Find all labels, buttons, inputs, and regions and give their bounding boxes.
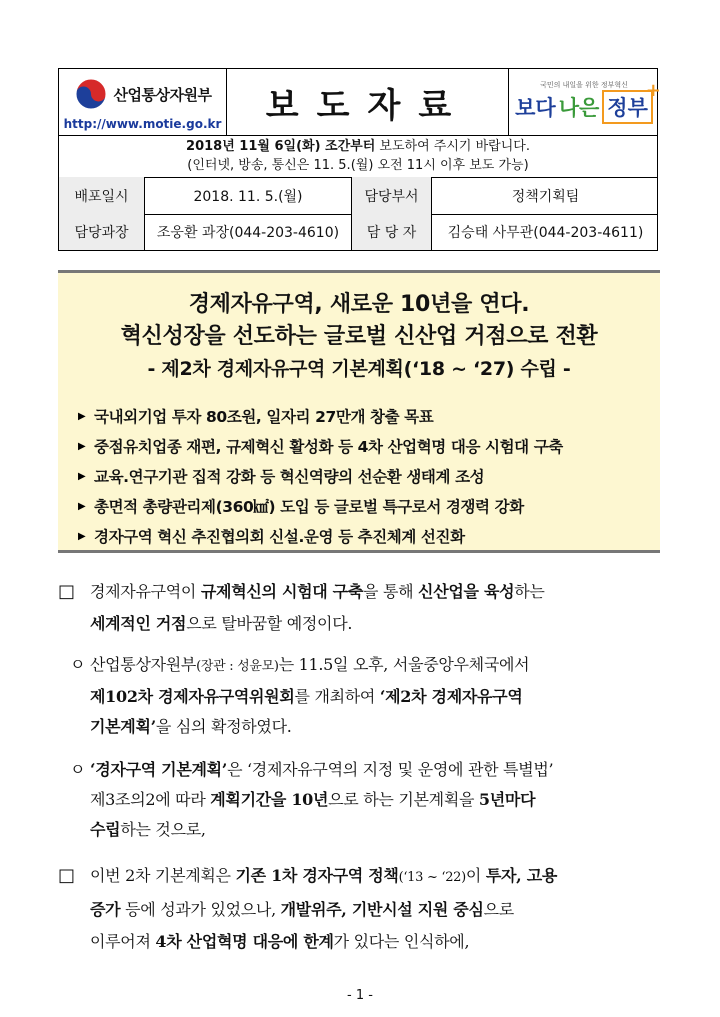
text-run: 가 있다는 인식하에, — [333, 932, 470, 951]
body-paragraph-2 — [58, 860, 668, 958]
text-run-bold: 4차 산업혁명 대응에 한계 — [155, 932, 334, 951]
embargo-online-note: (인터넷, 방송, 통신은 11. 5.(월) 오전 11시 이후 보도 가능) — [187, 158, 529, 173]
text-run: 으로 탈바꿈할 예정이다. — [186, 614, 353, 633]
dept-label: 담당부서 — [352, 177, 432, 214]
headline-box — [58, 270, 660, 553]
manager-value: 조웅환 과장(044-203-4610) — [145, 214, 352, 250]
page-number: - 1 - — [347, 988, 373, 1003]
text-run-bold: 기본계획’ — [90, 717, 156, 736]
text-run: 이루어져 — [90, 932, 156, 951]
text-run-bold: 5년마다 — [478, 790, 536, 809]
text-run: 을 심의 확정하였다. — [155, 717, 292, 736]
ministry-logo-block — [59, 69, 227, 135]
text-run: 제3조의2에 따라 — [90, 790, 211, 809]
text-run: 을 통해 — [363, 582, 419, 601]
text-run: 등에 성과가 있었으나, — [120, 900, 281, 919]
text-run-small: (장관 : 성윤모) — [196, 659, 279, 674]
body-subparagraph-1 — [70, 650, 668, 742]
manager-label: 담당과장 — [59, 214, 145, 250]
text-run-bold: ‘제2차 경제자유구역 — [379, 687, 523, 706]
embargo-notice — [59, 135, 657, 178]
headline-line-1: 경제자유구역, 새로운 10년을 연다. — [188, 292, 530, 317]
gov-slogan-word-3: 정부 — [607, 96, 648, 120]
text-run-bold: 투자, 고용 — [485, 866, 558, 885]
text-run-small: (‘13 ~ ‘22) — [398, 870, 466, 885]
text-run: 으로 하는 기본계획을 — [328, 790, 479, 809]
summary-bullet — [78, 431, 654, 461]
staff-label: 담 당 자 — [352, 214, 432, 250]
plus-icon: + — [645, 80, 661, 101]
text-run-bold: 개발위주, 기반시설 지원 중심 — [280, 900, 484, 919]
staff-value: 김승태 사무관(044-203-4611) — [447, 225, 644, 241]
headline-subtitle: - 제2차 경제자유구역 기본계획(‘18 ~ ‘27) 수립 - — [147, 358, 571, 380]
release-info-row — [59, 177, 657, 215]
release-date-label: 배포일시 — [59, 177, 145, 214]
circle-bullet-icon: ㅇ — [70, 655, 86, 674]
summary-bullet-text: 교육.연구기관 집적 강화 등 혁신역량의 선순환 생태계 조성 — [94, 468, 485, 486]
taegeuk-emblem-icon — [74, 77, 108, 111]
text-run: 은 ‘경제자유구역의 지정 및 운영에 관한 특별법’ — [227, 760, 554, 779]
summary-bullet — [78, 461, 654, 491]
text-run: 산업통상자원부 — [90, 655, 197, 674]
release-date-value: 2018. 11. 5.(월) — [145, 177, 352, 214]
text-run: 하는 것으로, — [120, 820, 206, 839]
summary-bullet-text: 총면적 총량관리제(360㎢) 도입 등 글로벌 특구로서 경쟁력 강화 — [94, 498, 524, 516]
header-top-row — [59, 69, 661, 136]
summary-bullet-text: 경자구역 혁신 추진협의회 신설.운영 등 추진체계 선진화 — [94, 528, 465, 546]
website-link[interactable]: http://www.motie.go.kr — [63, 117, 222, 131]
text-run-bold: 증가 — [90, 900, 121, 919]
text-run: 으로 — [483, 900, 514, 919]
headline-line-2: 혁신성장을 선도하는 글로벌 신산업 거점으로 전환 — [120, 324, 598, 349]
text-run: 경제자유구역이 — [90, 582, 201, 601]
body-subparagraph-2 — [70, 755, 668, 845]
box-bullet-icon: □ — [58, 581, 75, 602]
text-run-bold: 신산업을 육성 — [418, 582, 515, 601]
text-run-bold: 계획기간을 10년 — [210, 790, 329, 809]
summary-bullet — [78, 401, 654, 431]
text-run: 를 개최하여 — [294, 687, 380, 706]
contact-info-row — [59, 214, 657, 250]
triangle-bullet-icon: ▶ — [78, 470, 86, 482]
triangle-bullet-icon: ▶ — [78, 410, 86, 422]
ministry-name: 산업통상자원부 — [113, 85, 212, 104]
dept-value: 정책기획팀 — [511, 188, 580, 205]
press-release-header-table — [58, 68, 661, 251]
page-title: 보도자료 — [227, 69, 509, 135]
summary-bullet — [78, 491, 654, 521]
text-run-bold: 제102차 경제자유구역위원회 — [90, 687, 295, 706]
government-slogan-logo — [509, 69, 659, 135]
circle-bullet-icon: ㅇ — [70, 760, 86, 779]
summary-bullet-text: 국내외기업 투자 80조원, 일자리 27만개 창출 목표 — [94, 408, 434, 426]
summary-bullet — [78, 521, 654, 551]
summary-bullet-list — [78, 401, 654, 551]
box-bullet-icon: □ — [58, 865, 75, 886]
text-run-bold: 규제혁신의 시험대 구축 — [200, 582, 363, 601]
text-run: 하는 — [514, 582, 545, 601]
gov-slogan-word-2: 나은 — [558, 96, 600, 120]
gov-slogan-word-1: 보다 — [515, 96, 556, 120]
triangle-bullet-icon: ▶ — [78, 440, 86, 452]
gov-slogan-small: 국민의 내일을 위한 정부혁신 — [540, 81, 628, 89]
triangle-bullet-icon: ▶ — [78, 500, 86, 512]
triangle-bullet-icon: ▶ — [78, 530, 86, 542]
embargo-text: 보도하여 주시기 바랍니다. — [375, 139, 530, 154]
text-run: 이 — [465, 866, 486, 885]
embargo-date: 2018년 11월 6일(화) 조간부터 — [186, 139, 376, 154]
text-run: 이번 2차 기본계획은 — [90, 866, 236, 885]
text-run-bold: ‘경자구역 기본계획’ — [90, 760, 228, 779]
body-paragraph-1 — [58, 576, 668, 640]
summary-bullet-text: 중점유치업종 재편, 규제혁신 활성화 등 4차 산업혁명 대응 시험대 구축 — [94, 438, 563, 456]
text-run-bold: 수립 — [90, 820, 121, 839]
text-run: 는 11.5일 오후, 서울중앙우체국에서 — [278, 655, 530, 674]
text-run-bold: 기존 1차 경자구역 정책 — [235, 866, 399, 885]
text-run-bold: 세계적인 거점 — [90, 614, 187, 633]
